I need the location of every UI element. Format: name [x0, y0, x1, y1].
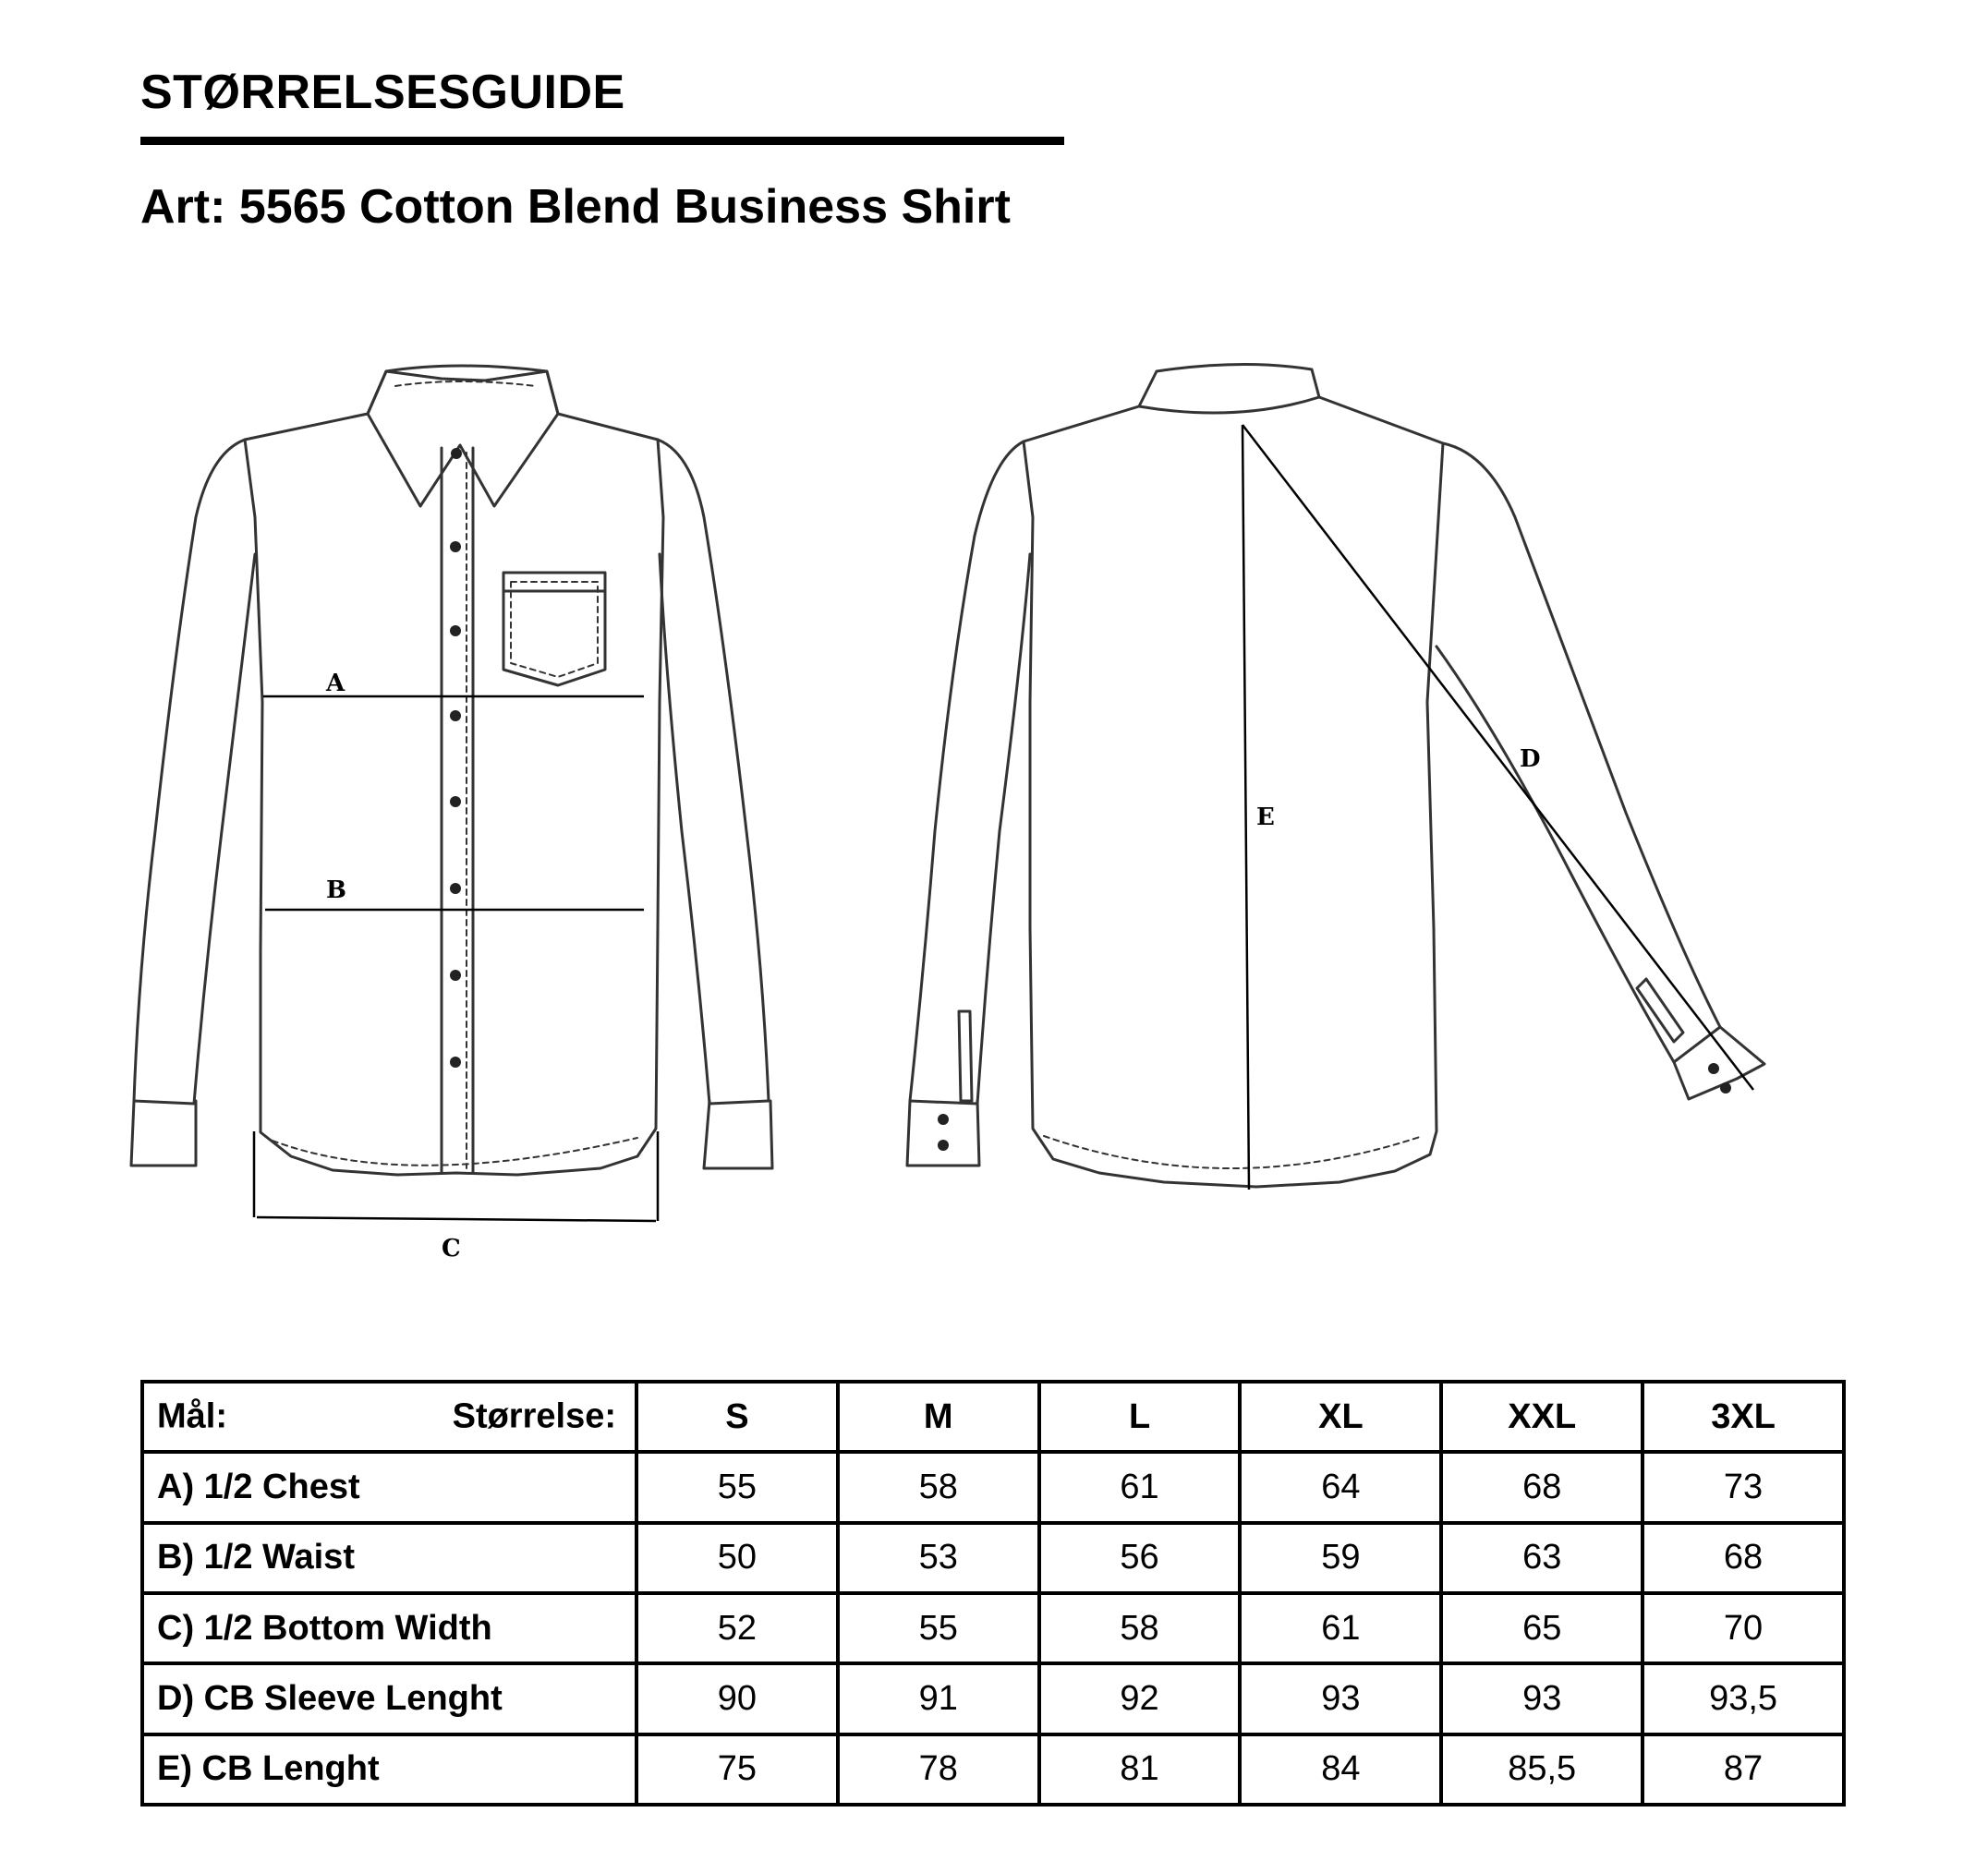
- table-row: [142, 1593, 1844, 1663]
- table-cell: 53: [838, 1523, 1039, 1593]
- table-cell: 63: [1441, 1523, 1643, 1593]
- table-cell: 50: [636, 1523, 838, 1593]
- table-cell: 58: [1039, 1593, 1241, 1663]
- row-label: C) 1/2 Bottom Width: [142, 1593, 636, 1663]
- guide-heading: STØRRELSESGUIDE: [140, 66, 625, 119]
- table-cell: 91: [838, 1663, 1039, 1734]
- article-title: Art: 5565 Cotton Blend Business Shirt: [140, 180, 1011, 234]
- front-measure-lines: [254, 696, 658, 1221]
- button-dot: [938, 1140, 949, 1151]
- size-header: 3XL: [1643, 1382, 1844, 1452]
- back-shirt-drawing: [907, 364, 1764, 1187]
- button-dot: [938, 1114, 949, 1125]
- size-header: XXL: [1441, 1382, 1643, 1452]
- table-cell: 64: [1240, 1452, 1441, 1522]
- table-cell: 52: [636, 1593, 838, 1663]
- table-cell: 73: [1643, 1452, 1844, 1522]
- header-measure-cell: [142, 1382, 636, 1452]
- header-measure-label: Mål:: [157, 1396, 227, 1436]
- table-row: [142, 1452, 1844, 1522]
- chest-marker-label: A: [326, 670, 345, 697]
- table-cell: 93,5: [1643, 1663, 1844, 1734]
- table-cell: 92: [1039, 1663, 1241, 1734]
- table-cell: 61: [1039, 1452, 1241, 1522]
- row-label: A) 1/2 Chest: [142, 1452, 636, 1522]
- table-cell: 93: [1240, 1663, 1441, 1734]
- table-cell: 58: [838, 1452, 1039, 1522]
- waist-marker-label: B: [326, 876, 346, 904]
- header-size-label: Størrelse:: [452, 1396, 616, 1436]
- table-cell: 81: [1039, 1734, 1241, 1805]
- button-dot: [1720, 1082, 1731, 1094]
- table-cell: 85,5: [1441, 1734, 1643, 1805]
- table-header-row: [142, 1382, 1844, 1452]
- length-marker-label: E: [1256, 804, 1275, 831]
- row-label: D) CB Sleeve Lenght: [142, 1663, 636, 1734]
- button-dot: [450, 625, 461, 636]
- size-header: M: [838, 1382, 1039, 1452]
- table-cell: 68: [1441, 1452, 1643, 1522]
- bottom-width-measure-line: [257, 1217, 656, 1221]
- table-cell: 78: [838, 1734, 1039, 1805]
- back-cuff-buttons: [938, 1063, 1731, 1151]
- table-cell: 75: [636, 1734, 838, 1805]
- size-chart-table: [140, 1380, 1846, 1807]
- sleeve-marker-label: D: [1520, 745, 1541, 773]
- button-dot: [1708, 1063, 1719, 1074]
- table-cell: 87: [1643, 1734, 1844, 1805]
- size-header: XL: [1240, 1382, 1441, 1452]
- button-dot: [450, 970, 461, 981]
- bottom-width-marker-label: C: [442, 1235, 461, 1263]
- front-shirt-drawing: [131, 366, 772, 1175]
- table-cell: 65: [1441, 1593, 1643, 1663]
- size-header: S: [636, 1382, 838, 1452]
- table-cell: 55: [636, 1452, 838, 1522]
- button-dot: [450, 796, 461, 807]
- table-cell: 59: [1240, 1523, 1441, 1593]
- button-dot: [450, 1057, 461, 1068]
- table-cell: 55: [838, 1593, 1039, 1663]
- table-cell: 56: [1039, 1523, 1241, 1593]
- table-row: [142, 1734, 1844, 1805]
- table-cell: 84: [1240, 1734, 1441, 1805]
- row-label: E) CB Lenght: [142, 1734, 636, 1805]
- table-cell: 93: [1441, 1663, 1643, 1734]
- length-measure-line: [1242, 425, 1249, 1190]
- table-cell: 90: [636, 1663, 838, 1734]
- table-row: [142, 1663, 1844, 1734]
- back-measure-lines: [1242, 425, 1753, 1190]
- front-buttons: [450, 448, 462, 1068]
- sleeve-measure-line: [1242, 425, 1753, 1090]
- button-dot: [451, 448, 462, 459]
- table-cell: 68: [1643, 1523, 1844, 1593]
- table-cell: 61: [1240, 1593, 1441, 1663]
- button-dot: [450, 883, 461, 894]
- row-label: B) 1/2 Waist: [142, 1523, 636, 1593]
- button-dot: [450, 710, 461, 721]
- table-row: [142, 1523, 1844, 1593]
- size-header: L: [1039, 1382, 1241, 1452]
- table-cell: 70: [1643, 1593, 1844, 1663]
- button-dot: [450, 541, 461, 552]
